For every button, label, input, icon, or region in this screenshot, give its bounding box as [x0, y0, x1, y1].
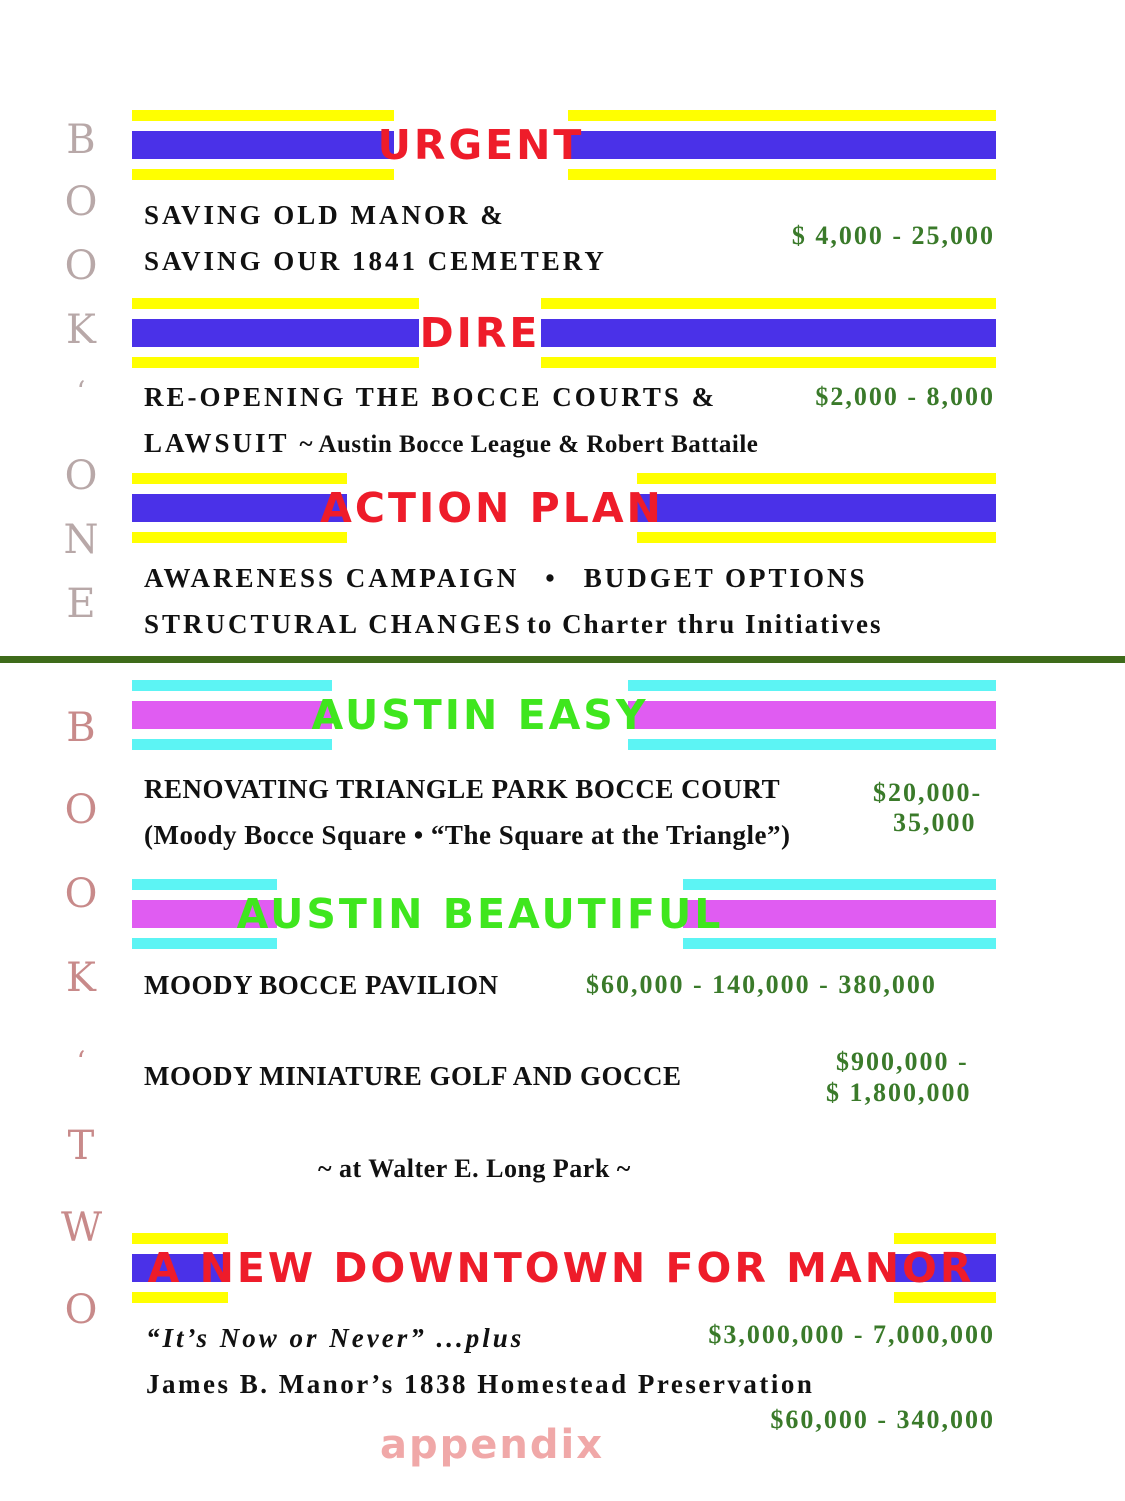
austin-beautiful-item-1-amount: $60,000 - 140,000 - 380,000	[586, 970, 937, 999]
action-plan-line-2-caps: STRUCTURAL CHANGES	[144, 609, 523, 639]
new-downtown-banner	[132, 1233, 996, 1303]
action-plan-title: ACTION PLAN	[347, 473, 637, 543]
austin-beautiful-item-1: MOODY BOCCE PAVILION	[144, 970, 499, 1000]
dire-amount: $2,000 - 8,000	[815, 382, 995, 411]
action-plan-line-2	[144, 609, 883, 640]
austin-easy-line-2: (Moody Bocce Square • “The Square at the Triangle”)	[144, 820, 791, 850]
book-one-letter: O	[64, 243, 98, 289]
dire-line-1: RE-OPENING THE BOCCE COURTS &	[144, 382, 718, 412]
dire-banner	[132, 298, 996, 368]
austin-beautiful-item-2-amount-1: $900,000 -	[836, 1047, 969, 1076]
new-downtown-line-1-amount: $3,000,000 - 7,000,000	[708, 1320, 995, 1349]
action-plan-item-awareness: AWARENESS CAMPAIGN	[144, 563, 520, 593]
book-one-letter: E	[66, 581, 96, 627]
austin-easy-title: AUSTIN EASY	[332, 680, 628, 750]
book-two-letter: B	[66, 705, 96, 751]
urgent-line-1: SAVING OLD MANOR &	[144, 200, 506, 230]
austin-beautiful-title: AUSTIN BEAUTIFUL	[277, 879, 683, 949]
book-one-letter: O	[64, 179, 98, 225]
austin-beautiful-item-2-amount-2: $ 1,800,000	[826, 1078, 972, 1107]
action-plan-line-1	[144, 563, 868, 594]
urgent-title: URGENT	[394, 110, 568, 180]
action-plan-bullet: •	[545, 563, 558, 593]
austin-easy-banner	[132, 680, 996, 750]
book-two-letter: W	[61, 1205, 103, 1251]
action-plan-item-budget: BUDGET OPTIONS	[583, 563, 868, 593]
book-two-letter: K	[66, 955, 96, 1001]
austin-beautiful-location: ~ at Walter E. Long Park ~	[318, 1154, 631, 1183]
austin-beautiful-banner	[132, 879, 996, 949]
action-plan-line-2-rest: to Charter thru Initiatives	[526, 609, 883, 639]
austin-easy-amount-2: 35,000	[893, 808, 977, 837]
action-plan-banner	[132, 473, 996, 543]
book-one-letter: ‘	[76, 375, 86, 408]
book-two-letter: O	[64, 787, 98, 833]
appendix-link[interactable]: appendix	[380, 1422, 605, 1468]
urgent-banner	[132, 110, 996, 180]
book-one-letter: N	[63, 517, 99, 563]
dire-line-2-caps: LAWSUIT	[144, 428, 290, 458]
austin-easy-line-1: RENOVATING TRIANGLE PARK BOCCE COURT	[144, 774, 781, 804]
new-downtown-title: A NEW DOWNTOWN FOR MANOR	[228, 1233, 894, 1303]
book-two-letter: T	[67, 1123, 95, 1169]
book-two-letter: O	[64, 1287, 98, 1333]
new-downtown-line-2: James B. Manor’s 1838 Homestead Preservation	[146, 1369, 815, 1399]
dire-line-2-rest: ~ Austin Bocce League & Robert Battaile	[299, 431, 759, 458]
new-downtown-line-2-amount: $60,000 - 340,000	[770, 1405, 995, 1434]
book-two-letter: O	[64, 871, 98, 917]
book-one-letter: O	[64, 453, 98, 499]
new-downtown-line-1: “It’s Now or Never” ...plus	[146, 1323, 525, 1353]
book-two-letter: ‘	[76, 1045, 86, 1078]
urgent-amount: $ 4,000 - 25,000	[791, 221, 995, 250]
book-one-letter: K	[66, 307, 96, 353]
section-divider	[0, 656, 1125, 663]
urgent-line-2: SAVING OUR 1841 CEMETERY	[144, 246, 607, 276]
austin-easy-amount-1: $20,000-	[873, 778, 983, 807]
dire-title: DIRE	[419, 298, 541, 368]
book-one-letter: B	[66, 117, 96, 163]
austin-beautiful-item-2: MOODY MINIATURE GOLF AND GOCCE	[144, 1061, 682, 1091]
dire-line-2	[144, 428, 758, 459]
